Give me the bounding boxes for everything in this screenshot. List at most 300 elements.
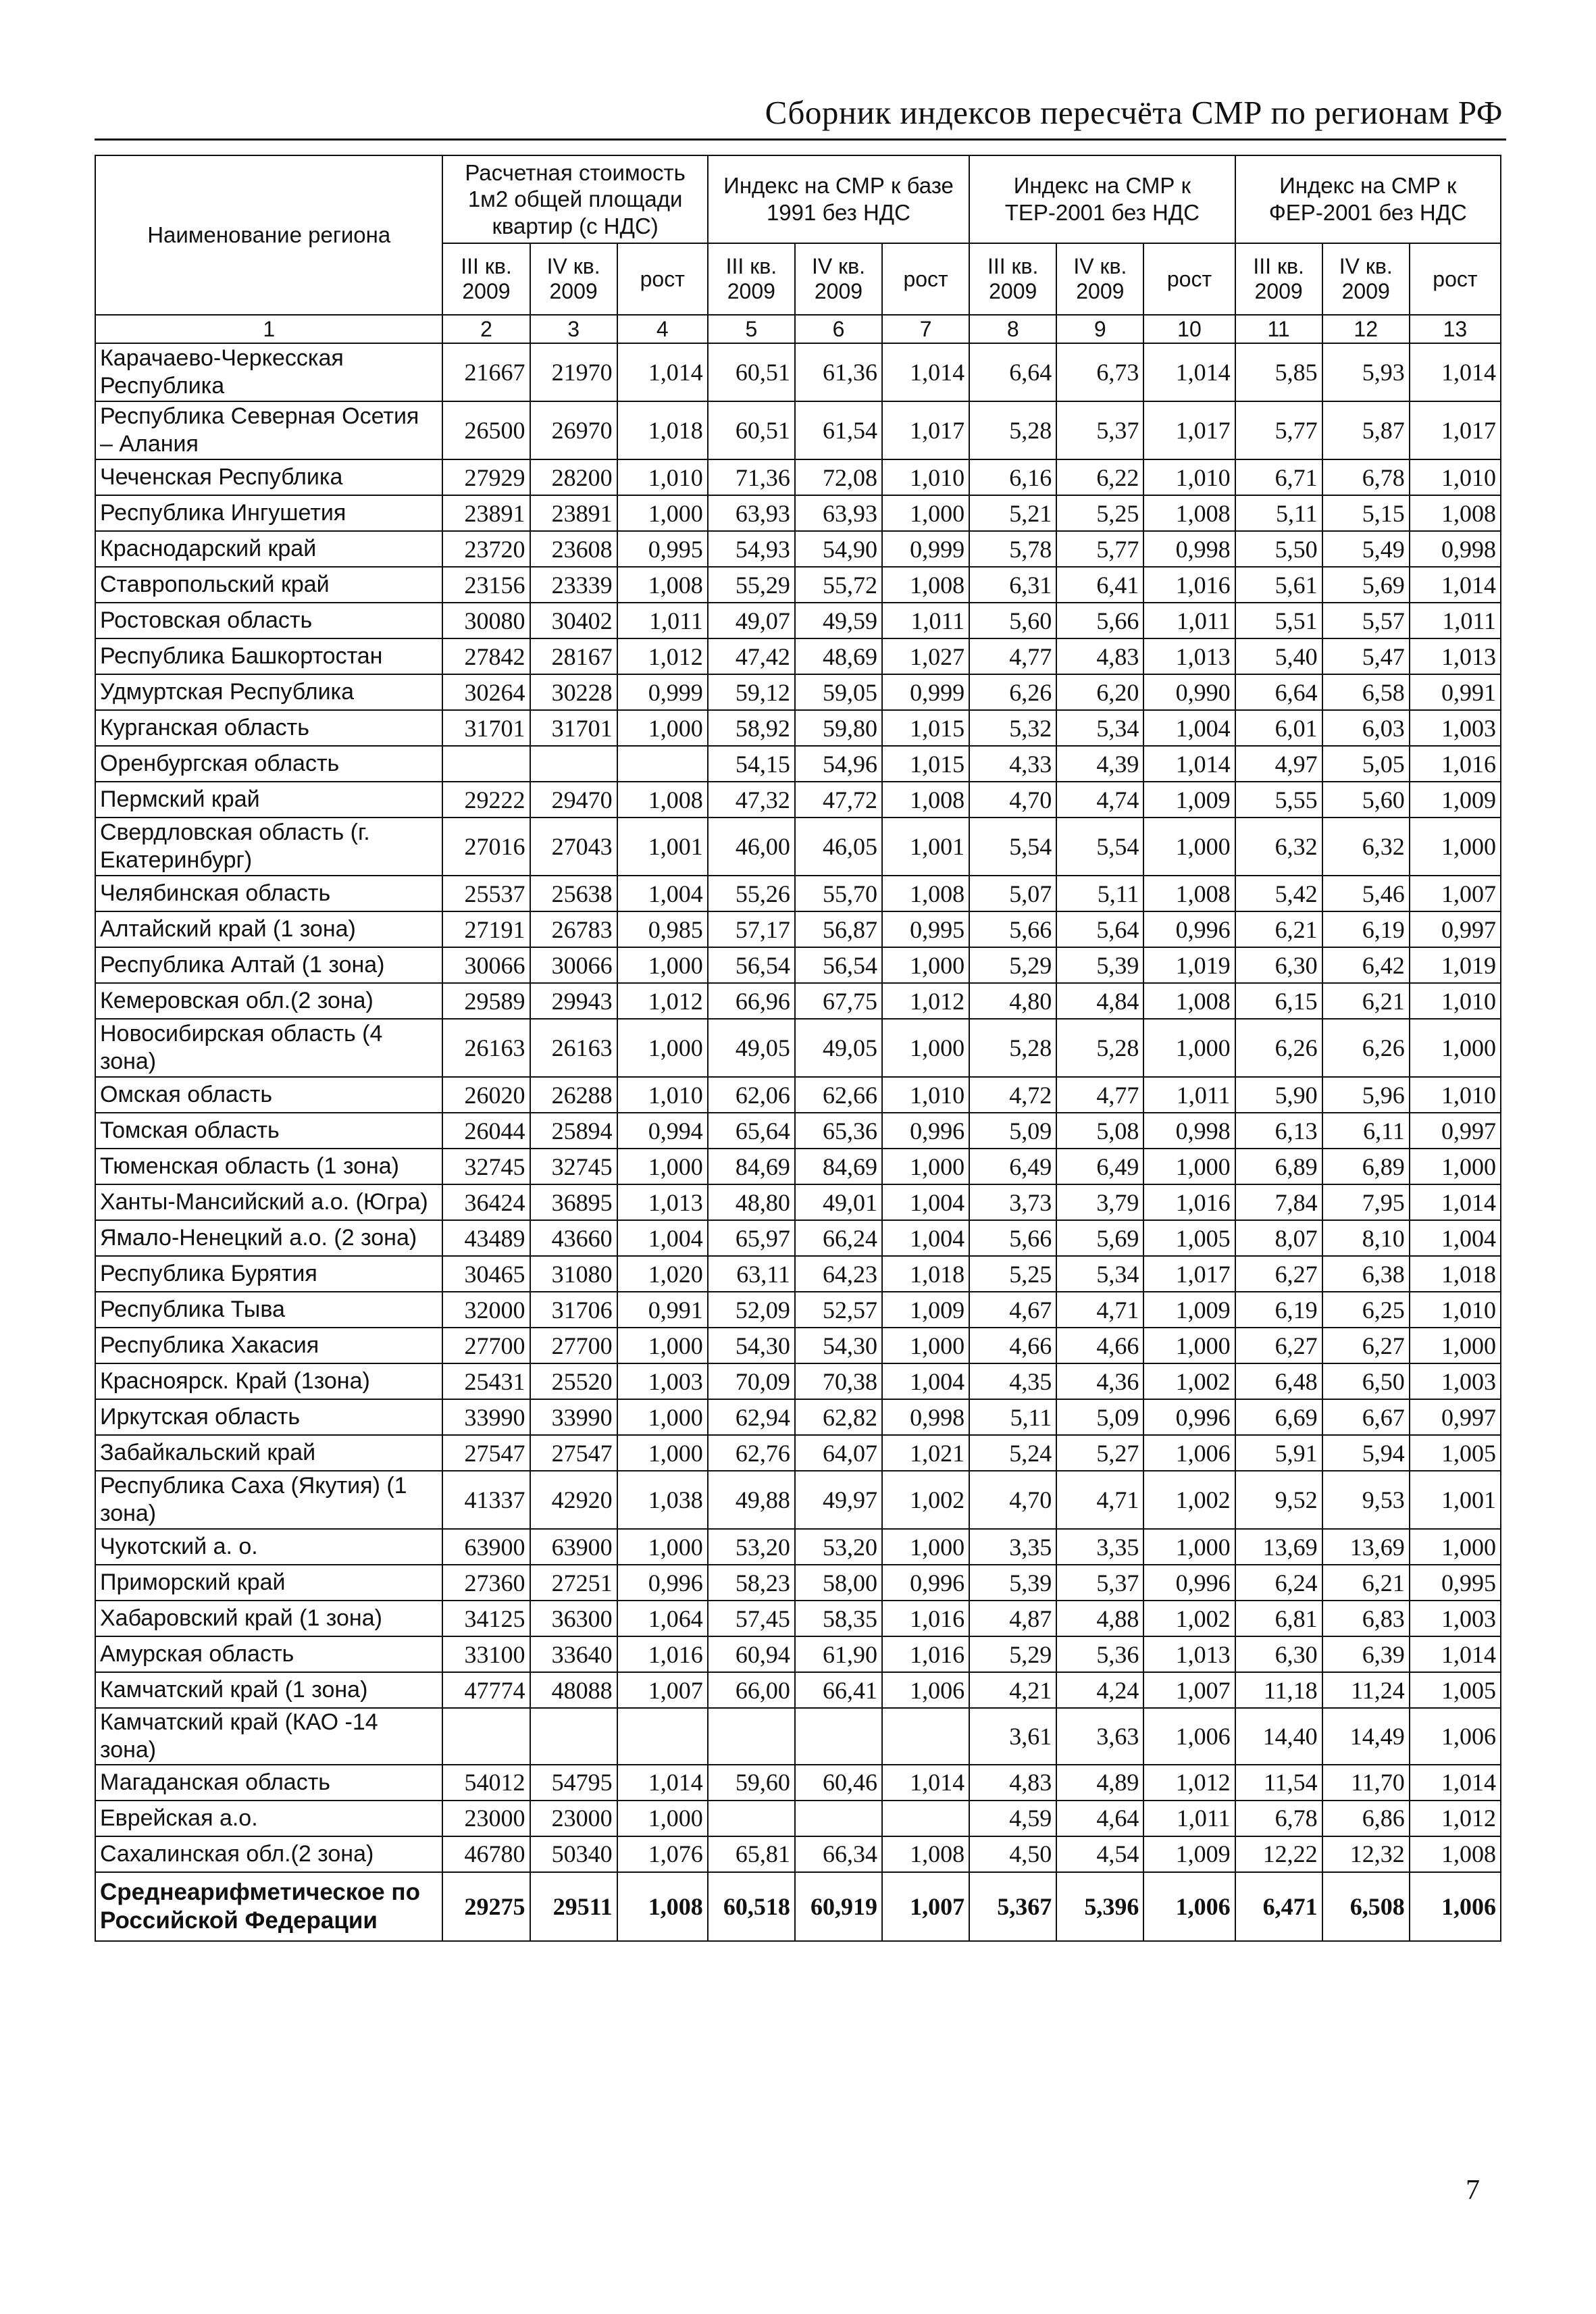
total-value-cell: 1,006 (1143, 1872, 1235, 1941)
value-cell: 4,83 (1056, 638, 1143, 674)
value-cell: 47774 (442, 1672, 530, 1708)
value-cell: 6,83 (1322, 1601, 1410, 1636)
value-cell: 5,28 (969, 1019, 1056, 1077)
value-cell: 1,013 (617, 1184, 708, 1220)
value-cell: 25638 (530, 876, 617, 911)
value-cell: 11,54 (1235, 1765, 1322, 1801)
value-cell: 5,15 (1322, 495, 1410, 531)
value-cell: 1,008 (882, 782, 969, 818)
value-cell: 70,38 (795, 1363, 882, 1399)
table-row (95, 1708, 1501, 1765)
value-cell: 30080 (442, 603, 530, 638)
region-name-cell: Республика Хакасия (95, 1328, 442, 1363)
value-cell: 27043 (530, 818, 617, 876)
value-cell: 84,69 (708, 1149, 795, 1184)
value-cell: 53,20 (795, 1529, 882, 1565)
value-cell: 25431 (442, 1363, 530, 1399)
value-cell: 49,07 (708, 603, 795, 638)
value-cell: 0,996 (1143, 1565, 1235, 1601)
value-cell: 49,01 (795, 1184, 882, 1220)
value-cell: 6,71 (1235, 459, 1322, 495)
value-cell: 5,54 (1056, 818, 1143, 876)
value-cell: 63900 (442, 1529, 530, 1565)
value-cell: 1,001 (1410, 1471, 1501, 1529)
value-cell: 49,05 (708, 1019, 795, 1077)
value-cell: 5,57 (1322, 603, 1410, 638)
value-cell: 6,11 (1322, 1113, 1410, 1149)
value-cell: 23891 (442, 495, 530, 531)
value-cell: 65,81 (708, 1836, 795, 1872)
value-cell: 5,21 (969, 495, 1056, 531)
region-name-cell: Камчатский край (КАО -14 зона) (95, 1708, 442, 1765)
value-cell: 5,32 (969, 710, 1056, 746)
value-cell: 5,28 (969, 401, 1056, 459)
region-name-cell: Республика Алтай (1 зона) (95, 947, 442, 983)
value-cell (530, 1708, 617, 1765)
value-cell: 1,011 (1143, 1801, 1235, 1836)
value-cell: 56,54 (795, 947, 882, 983)
value-cell: 1,002 (1143, 1363, 1235, 1399)
value-cell: 4,35 (969, 1363, 1056, 1399)
value-cell: 43489 (442, 1220, 530, 1256)
value-cell: 36300 (530, 1601, 617, 1636)
value-cell: 23000 (442, 1801, 530, 1836)
value-cell: 6,42 (1322, 947, 1410, 983)
value-cell: 52,57 (795, 1292, 882, 1328)
value-cell: 1,017 (1143, 1256, 1235, 1292)
value-cell: 6,41 (1056, 567, 1143, 603)
value-cell: 6,03 (1322, 710, 1410, 746)
value-cell: 5,11 (1235, 495, 1322, 531)
column-number-cell: 1 (95, 315, 442, 343)
value-cell: 1,009 (882, 1292, 969, 1328)
value-cell: 5,87 (1322, 401, 1410, 459)
value-cell: 1,012 (1410, 1801, 1501, 1836)
subheader-cell: рост (1143, 243, 1235, 315)
value-cell: 54,15 (708, 746, 795, 782)
region-name-cell: Камчатский край (1 зона) (95, 1672, 442, 1708)
value-cell: 1,016 (882, 1601, 969, 1636)
region-name-cell: Свердловская область (г. Екатеринбург) (95, 818, 442, 876)
region-name-cell: Ростовская область (95, 603, 442, 638)
value-cell: 1,000 (617, 495, 708, 531)
value-cell: 1,014 (1410, 567, 1501, 603)
value-cell: 5,60 (969, 603, 1056, 638)
value-cell: 5,69 (1322, 567, 1410, 603)
value-cell: 27251 (530, 1565, 617, 1601)
value-cell: 5,66 (969, 911, 1056, 947)
value-cell: 1,014 (617, 1765, 708, 1801)
value-cell (708, 1708, 795, 1765)
value-cell: 1,000 (1143, 1019, 1235, 1077)
value-cell: 23000 (530, 1801, 617, 1836)
value-cell: 1,000 (1410, 1529, 1501, 1565)
subheader-cell: IV кв. 2009 (530, 243, 617, 315)
value-cell: 0,996 (882, 1565, 969, 1601)
value-cell: 1,017 (882, 401, 969, 459)
value-cell (442, 746, 530, 782)
value-cell: 5,61 (1235, 567, 1322, 603)
region-name-cell: Алтайский край (1 зона) (95, 911, 442, 947)
value-cell: 55,29 (708, 567, 795, 603)
value-cell: 1,010 (1410, 983, 1501, 1019)
value-cell: 0,999 (882, 531, 969, 567)
value-cell: 23156 (442, 567, 530, 603)
value-cell: 1,002 (1143, 1471, 1235, 1529)
column-number-cell: 6 (795, 315, 882, 343)
value-cell: 1,009 (1143, 1292, 1235, 1328)
value-cell: 6,86 (1322, 1801, 1410, 1836)
subheader-cell: III кв. 2009 (708, 243, 795, 315)
value-cell: 1,008 (1143, 495, 1235, 531)
group-header-index-1991: Индекс на СМР к базе 1991 без НДС (708, 155, 969, 243)
total-value-cell: 29511 (530, 1872, 617, 1941)
value-cell: 1,000 (1410, 1019, 1501, 1077)
value-cell: 6,16 (969, 459, 1056, 495)
value-cell: 58,23 (708, 1565, 795, 1601)
value-cell: 4,89 (1056, 1765, 1143, 1801)
value-cell: 1,016 (882, 1636, 969, 1672)
value-cell: 54795 (530, 1765, 617, 1801)
value-cell: 0,997 (1410, 1113, 1501, 1149)
region-name-cell: Омская область (95, 1077, 442, 1113)
value-cell: 1,005 (1143, 1220, 1235, 1256)
value-cell: 1,013 (1143, 1636, 1235, 1672)
value-cell: 8,10 (1322, 1220, 1410, 1256)
table-row (95, 1471, 1501, 1529)
value-cell: 0,996 (1143, 911, 1235, 947)
table-row (95, 603, 1501, 638)
value-cell: 4,97 (1235, 746, 1322, 782)
value-cell: 1,010 (1410, 1077, 1501, 1113)
column-number-cell: 13 (1410, 315, 1501, 343)
value-cell: 58,35 (795, 1601, 882, 1636)
value-cell: 63,93 (795, 495, 882, 531)
region-name-cell: Оренбургская область (95, 746, 442, 782)
value-cell: 1,010 (617, 1077, 708, 1113)
value-cell: 1,009 (1410, 782, 1501, 818)
table-row (95, 1256, 1501, 1292)
value-cell: 1,008 (1410, 495, 1501, 531)
region-column-header: Наименование региона (95, 155, 442, 315)
value-cell: 61,90 (795, 1636, 882, 1672)
region-name-cell: Забайкальский край (95, 1435, 442, 1471)
value-cell: 0,997 (1410, 1399, 1501, 1435)
value-cell: 28200 (530, 459, 617, 495)
value-cell: 28167 (530, 638, 617, 674)
value-cell: 1,008 (617, 782, 708, 818)
value-cell: 4,80 (969, 983, 1056, 1019)
table-row (95, 1801, 1501, 1836)
value-cell (882, 1708, 969, 1765)
value-cell: 1,004 (617, 876, 708, 911)
group-header-index-ter: Индекс на СМР к ТЕР-2001 без НДС (969, 155, 1235, 243)
value-cell: 4,59 (969, 1801, 1056, 1836)
region-name-cell: Карачаево-Черкесская Республика (95, 343, 442, 401)
region-index-table (95, 155, 1501, 1942)
value-cell: 3,73 (969, 1184, 1056, 1220)
value-cell: 56,54 (708, 947, 795, 983)
value-cell: 0,999 (882, 674, 969, 710)
value-cell: 1,016 (1410, 746, 1501, 782)
value-cell: 5,55 (1235, 782, 1322, 818)
value-cell: 64,07 (795, 1435, 882, 1471)
value-cell: 23608 (530, 531, 617, 567)
value-cell: 5,39 (969, 1565, 1056, 1601)
subheader-cell: IV кв. 2009 (1056, 243, 1143, 315)
value-cell: 1,001 (882, 818, 969, 876)
table-row (95, 1435, 1501, 1471)
value-cell: 0,995 (1410, 1565, 1501, 1601)
value-cell: 5,96 (1322, 1077, 1410, 1113)
value-cell: 31706 (530, 1292, 617, 1328)
value-cell: 21667 (442, 343, 530, 401)
value-cell: 1,014 (1410, 1636, 1501, 1672)
value-cell: 1,019 (1410, 947, 1501, 983)
value-cell: 61,54 (795, 401, 882, 459)
value-cell: 5,29 (969, 947, 1056, 983)
table-row (95, 1220, 1501, 1256)
value-cell: 3,35 (1056, 1529, 1143, 1565)
value-cell: 55,26 (708, 876, 795, 911)
value-cell: 6,78 (1322, 459, 1410, 495)
value-cell: 33640 (530, 1636, 617, 1672)
value-cell: 5,69 (1056, 1220, 1143, 1256)
value-cell: 34125 (442, 1601, 530, 1636)
value-cell: 5,64 (1056, 911, 1143, 947)
value-cell: 70,09 (708, 1363, 795, 1399)
value-cell: 6,30 (1235, 1636, 1322, 1672)
value-cell: 1,003 (1410, 710, 1501, 746)
value-cell: 0,998 (1143, 531, 1235, 567)
value-cell: 1,011 (1143, 603, 1235, 638)
value-cell: 5,46 (1322, 876, 1410, 911)
value-cell: 6,89 (1322, 1149, 1410, 1184)
value-cell: 1,005 (1410, 1672, 1501, 1708)
value-cell: 4,84 (1056, 983, 1143, 1019)
value-cell: 1,020 (617, 1256, 708, 1292)
value-cell: 26500 (442, 401, 530, 459)
page-number: 7 (1466, 2175, 1480, 2206)
value-cell: 1,000 (617, 1149, 708, 1184)
value-cell: 6,24 (1235, 1565, 1322, 1601)
value-cell: 64,23 (795, 1256, 882, 1292)
value-cell: 5,39 (1056, 947, 1143, 983)
value-cell: 5,27 (1056, 1435, 1143, 1471)
value-cell: 46780 (442, 1836, 530, 1872)
value-cell: 1,018 (617, 401, 708, 459)
value-cell: 3,35 (969, 1529, 1056, 1565)
value-cell: 1,004 (882, 1220, 969, 1256)
value-cell: 1,010 (882, 459, 969, 495)
value-cell: 27191 (442, 911, 530, 947)
value-cell: 1,014 (617, 343, 708, 401)
region-name-cell: Республика Саха (Якутия) (1 зона) (95, 1471, 442, 1529)
value-cell: 1,007 (1143, 1672, 1235, 1708)
value-cell: 1,008 (882, 876, 969, 911)
value-cell: 1,000 (617, 1328, 708, 1363)
value-cell: 1,014 (882, 343, 969, 401)
region-name-cell: Республика Ингушетия (95, 495, 442, 531)
value-cell: 5,77 (1235, 401, 1322, 459)
value-cell: 5,09 (1056, 1399, 1143, 1435)
value-cell: 5,47 (1322, 638, 1410, 674)
value-cell: 60,94 (708, 1636, 795, 1672)
value-cell: 6,20 (1056, 674, 1143, 710)
value-cell: 4,70 (969, 1471, 1056, 1529)
value-cell: 4,70 (969, 782, 1056, 818)
region-name-cell: Пермский край (95, 782, 442, 818)
value-cell: 4,66 (969, 1328, 1056, 1363)
page-header-title: Сборник индексов пересчёта СМР по регионам РФ (765, 94, 1503, 131)
value-cell: 65,64 (708, 1113, 795, 1149)
value-cell: 6,21 (1322, 983, 1410, 1019)
value-cell: 5,25 (1056, 495, 1143, 531)
value-cell: 6,78 (1235, 1801, 1322, 1836)
value-cell: 4,36 (1056, 1363, 1143, 1399)
value-cell: 25894 (530, 1113, 617, 1149)
value-cell: 1,012 (617, 983, 708, 1019)
column-number-cell: 9 (1056, 315, 1143, 343)
value-cell: 5,85 (1235, 343, 1322, 401)
region-name-cell: Иркутская область (95, 1399, 442, 1435)
subheader-cell: IV кв. 2009 (1322, 243, 1410, 315)
value-cell: 6,73 (1056, 343, 1143, 401)
value-cell: 1,001 (617, 818, 708, 876)
value-cell: 1,008 (1410, 1836, 1501, 1872)
value-cell: 5,50 (1235, 531, 1322, 567)
value-cell: 26163 (442, 1019, 530, 1077)
value-cell: 1,010 (882, 1077, 969, 1113)
value-cell: 48,80 (708, 1184, 795, 1220)
value-cell: 6,21 (1322, 1565, 1410, 1601)
value-cell: 47,32 (708, 782, 795, 818)
value-cell: 5,24 (969, 1435, 1056, 1471)
value-cell: 1,014 (1143, 343, 1235, 401)
value-cell: 1,004 (882, 1184, 969, 1220)
value-cell: 1,000 (617, 1435, 708, 1471)
value-cell: 6,19 (1322, 911, 1410, 947)
value-cell: 1,000 (617, 947, 708, 983)
total-value-cell: 5,396 (1056, 1872, 1143, 1941)
value-cell: 1,005 (1410, 1435, 1501, 1471)
value-cell: 29222 (442, 782, 530, 818)
value-cell: 5,60 (1322, 782, 1410, 818)
value-cell: 1,018 (1410, 1256, 1501, 1292)
value-cell: 66,41 (795, 1672, 882, 1708)
region-name-cell: Республика Тыва (95, 1292, 442, 1328)
value-cell: 54012 (442, 1765, 530, 1801)
value-cell: 1,000 (882, 495, 969, 531)
value-cell: 1,006 (1143, 1435, 1235, 1471)
value-cell: 61,36 (795, 343, 882, 401)
value-cell: 31080 (530, 1256, 617, 1292)
value-cell: 6,01 (1235, 710, 1322, 746)
value-cell: 5,54 (969, 818, 1056, 876)
value-cell: 42920 (530, 1471, 617, 1529)
value-cell: 6,27 (1235, 1328, 1322, 1363)
value-cell: 57,45 (708, 1601, 795, 1636)
value-cell: 1,014 (1410, 343, 1501, 401)
value-cell: 4,50 (969, 1836, 1056, 1872)
value-cell: 1,000 (617, 1801, 708, 1836)
value-cell: 6,49 (1056, 1149, 1143, 1184)
value-cell: 6,22 (1056, 459, 1143, 495)
table-row (95, 911, 1501, 947)
region-name-cell: Еврейская а.о. (95, 1801, 442, 1836)
group-header-index-fer: Индекс на СМР к ФЕР-2001 без НДС (1235, 155, 1501, 243)
value-cell: 27700 (442, 1328, 530, 1363)
value-cell: 6,15 (1235, 983, 1322, 1019)
value-cell: 36895 (530, 1184, 617, 1220)
subheader-cell: рост (1410, 243, 1501, 315)
value-cell: 1,000 (882, 1529, 969, 1565)
value-cell (442, 1708, 530, 1765)
region-name-cell: Курганская область (95, 710, 442, 746)
region-name-cell: Республика Башкортостан (95, 638, 442, 674)
value-cell (617, 746, 708, 782)
value-cell: 59,80 (795, 710, 882, 746)
value-cell: 1,008 (617, 567, 708, 603)
value-cell: 0,999 (617, 674, 708, 710)
value-cell: 4,88 (1056, 1601, 1143, 1636)
total-value-cell: 1,008 (617, 1872, 708, 1941)
value-cell: 25537 (442, 876, 530, 911)
value-cell: 5,93 (1322, 343, 1410, 401)
region-name-cell: Томская область (95, 1113, 442, 1149)
value-cell: 66,00 (708, 1672, 795, 1708)
table-row (95, 1328, 1501, 1363)
value-cell: 59,12 (708, 674, 795, 710)
value-cell: 58,92 (708, 710, 795, 746)
table-row (95, 1636, 1501, 1672)
value-cell: 6,89 (1235, 1149, 1322, 1184)
value-cell: 3,61 (969, 1708, 1056, 1765)
region-name-cell: Приморский край (95, 1565, 442, 1601)
value-cell: 29589 (442, 983, 530, 1019)
value-cell: 27842 (442, 638, 530, 674)
value-cell: 59,05 (795, 674, 882, 710)
value-cell: 1,021 (882, 1435, 969, 1471)
value-cell: 33990 (442, 1399, 530, 1435)
value-cell: 26020 (442, 1077, 530, 1113)
value-cell: 5,77 (1056, 531, 1143, 567)
value-cell: 1,006 (882, 1672, 969, 1708)
value-cell: 6,13 (1235, 1113, 1322, 1149)
value-cell: 31701 (530, 710, 617, 746)
value-cell: 1,011 (882, 603, 969, 638)
value-cell: 30402 (530, 603, 617, 638)
value-cell: 1,012 (882, 983, 969, 1019)
value-cell: 62,66 (795, 1077, 882, 1113)
value-cell: 4,24 (1056, 1672, 1143, 1708)
value-cell: 1,004 (617, 1220, 708, 1256)
value-cell: 54,93 (708, 531, 795, 567)
value-cell: 0,985 (617, 911, 708, 947)
value-cell: 6,38 (1322, 1256, 1410, 1292)
value-cell: 5,11 (969, 1399, 1056, 1435)
value-cell: 49,05 (795, 1019, 882, 1077)
column-number-cell: 5 (708, 315, 795, 343)
value-cell: 46,05 (795, 818, 882, 876)
value-cell: 1,014 (1410, 1765, 1501, 1801)
value-cell: 27700 (530, 1328, 617, 1363)
value-cell: 1,000 (617, 1019, 708, 1077)
value-cell: 54,30 (795, 1328, 882, 1363)
value-cell: 0,998 (1410, 531, 1501, 567)
total-value-cell: 1,006 (1410, 1872, 1501, 1941)
value-cell: 62,76 (708, 1435, 795, 1471)
